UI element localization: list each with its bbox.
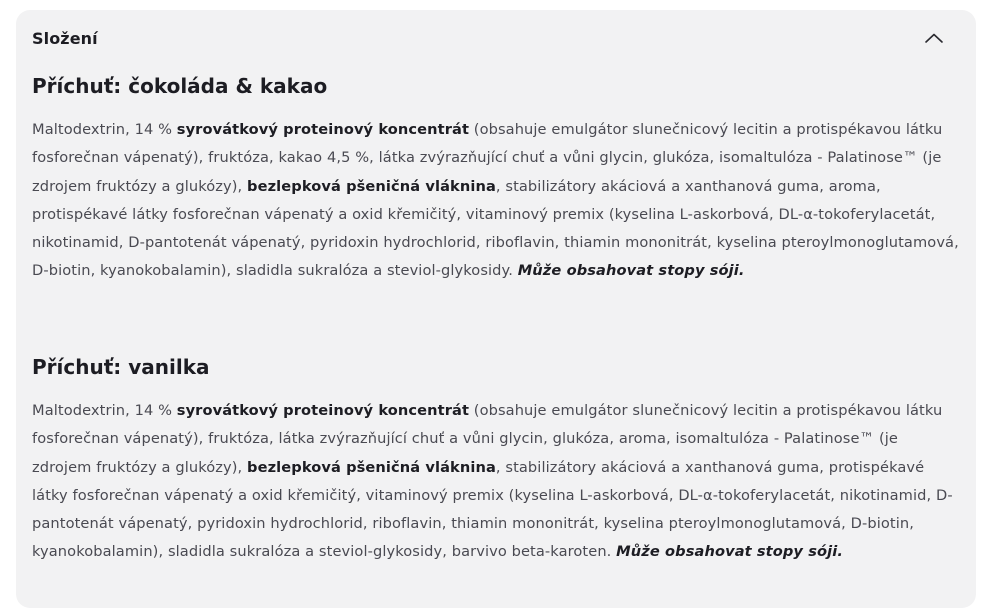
section-title-chocolate: Příchuť: čokoláda & kakao [32, 74, 328, 98]
text-run: , stabilizátory akáciová a xanthanová guma, aroma, protispékavé látky fosforečnan vápenatý a oxid křemičitý, vitaminový premix (kyselina L-askorbová, DL-α-tokoferylacetát, nikotinamid, D-pantotenát vápenatý, pyridoxin hydrochlorid, riboflavin, thiamin mononitrát, kyselina pteroylmonoglutamová, D-biotin, kyanokobalamin), sladidla sukralóza a steviol-glykosidy. [32, 177, 959, 280]
allergen-note: Může obsahovat stopy sóji. [616, 543, 843, 561]
ingredients-accordion [16, 10, 976, 608]
allergen-note: Může obsahovat stopy sóji. [517, 262, 745, 280]
section-title-vanilla: Příchuť: vanilka [32, 355, 210, 379]
chevron-up-icon[interactable] [922, 26, 946, 50]
text-run: , stabilizátory akáciová a xanthanová guma, protispékavé látky fosforečnan vápenatý a oxid křemičitý, vitaminový premix (kyselina L-askorbová, DL-α-tokoferylacetát, nikotinamid, D-pantotenát vápenatý, pyridoxin hydrochlorid, riboflavin, thiamin mononitrát, kyselina pteroylmonoglutamová, D-biotin, kyanokobalamin), sladidla sukralóza a steviol-glykosidy, barvivo beta-karoten. [32, 458, 953, 561]
bold-ingredient: syrovátkový proteinový koncentrát [176, 121, 470, 138]
text-run: (obsahuje emulgátor slunečnicový lecitin a protispékavou látku fosforečnan vápenatý), fruktóza, látka zvýrazňující chuť a vůni glycin, glukóza, aroma, isomaltulóza - Palatinose™ (je zdrojem fruktózy a glukózy), [32, 402, 943, 476]
bold-ingredient: syrovátkový proteinový koncentrát [176, 402, 470, 419]
bold-ingredient: bezlepková pšeničná vláknina [247, 177, 496, 195]
text-run: Maltodextrin, 14 % [32, 402, 177, 419]
ingredients-text-chocolate [32, 116, 962, 286]
ingredients-text-vanilla [32, 397, 962, 567]
text-run: (obsahuje emulgátor slunečnicový lecitin a protispékavou látku fosforečnan vápenatý), fruktóza, kakao 4,5 %, látka zvýrazňující chuť a vůni glycin, glukóza, isomaltulóza - Palatinose™ (je zdrojem fruktózy a glukózy), [32, 121, 943, 195]
accordion-title: Složení [32, 28, 98, 48]
accordion-header[interactable] [32, 10, 960, 66]
bold-ingredient: bezlepková pšeničná vláknina [247, 458, 496, 476]
text-run: Maltodextrin, 14 % [32, 121, 177, 138]
